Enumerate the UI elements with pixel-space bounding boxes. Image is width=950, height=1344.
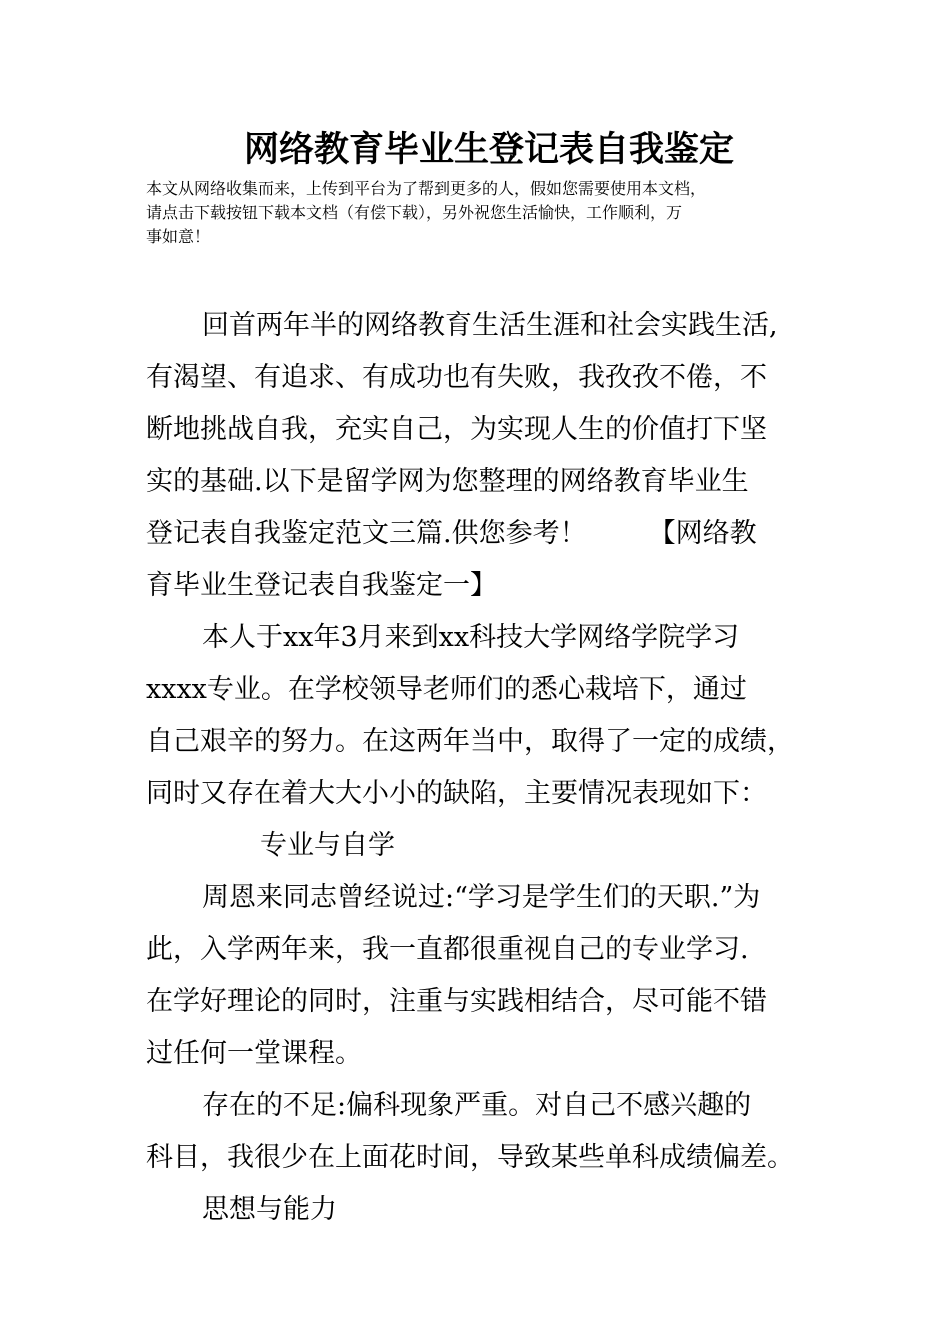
- body-line: xxxx专业。在学校领导老师们的悉心栽培下，通过: [146, 674, 747, 705]
- download-notice: [146, 177, 836, 249]
- body-line: 存在的不足:偏科现象严重。对自己不感兴趣的: [202, 1090, 752, 1121]
- body-line: 回首两年半的网络教育生活生涯和社会实践生活,: [202, 310, 778, 341]
- notice-line: 本文从网络收集而来，上传到平台为了帮到更多的人，假如您需要使用本文档，: [146, 179, 707, 198]
- body-line: 此，入学两年来，我一直都很重视自己的专业学习.: [146, 934, 749, 965]
- body-line: 在学好理论的同时，注重与实践相结合，尽可能不错: [146, 986, 767, 1017]
- body-line: 自己艰辛的努力。在这两年当中，取得了一定的成绩，: [146, 726, 794, 757]
- body-line: 过任何一堂课程。: [146, 1038, 362, 1069]
- notice-line: 事如意！: [146, 227, 211, 246]
- body-line: 本人于xx年3月来到xx科技大学网络学院学习: [202, 622, 740, 653]
- body-line: 有渴望、有追求、有成功也有失败，我孜孜不倦，不: [146, 362, 767, 393]
- body-line: 周恩来同志曾经说过:“学习是学生们的天职.”为: [202, 882, 761, 913]
- notice-line: 请点击下载按钮下载本文档（有偿下载），另外祝您生活愉快，工作顺利，万: [146, 203, 683, 222]
- document-title: 网络教育毕业生登记表自我鉴定: [243, 129, 734, 170]
- body-line: [146, 508, 836, 560]
- body-line: 实的基础.以下是留学网为您整理的网络教育毕业生: [146, 466, 749, 497]
- section-heading-inline: 【网络教: [648, 518, 757, 549]
- body-line: 育毕业生登记表自我鉴定一】: [146, 570, 497, 601]
- subsection-heading: 思想与能力: [202, 1194, 337, 1225]
- body-line: 科目，我很少在上面花时间，导致某些单科成绩偏差。: [146, 1142, 794, 1173]
- body-line: 断地挑战自我，充实自己，为实现人生的价值打下坚: [146, 414, 767, 445]
- subsection-heading: 专业与自学: [260, 830, 395, 861]
- body-line: 同时又存在着大大小小的缺陷，主要情况表现如下：: [146, 778, 767, 809]
- body-line-text: 登记表自我鉴定范文三篇.供您参考！: [146, 518, 587, 549]
- document-body: [146, 300, 836, 1236]
